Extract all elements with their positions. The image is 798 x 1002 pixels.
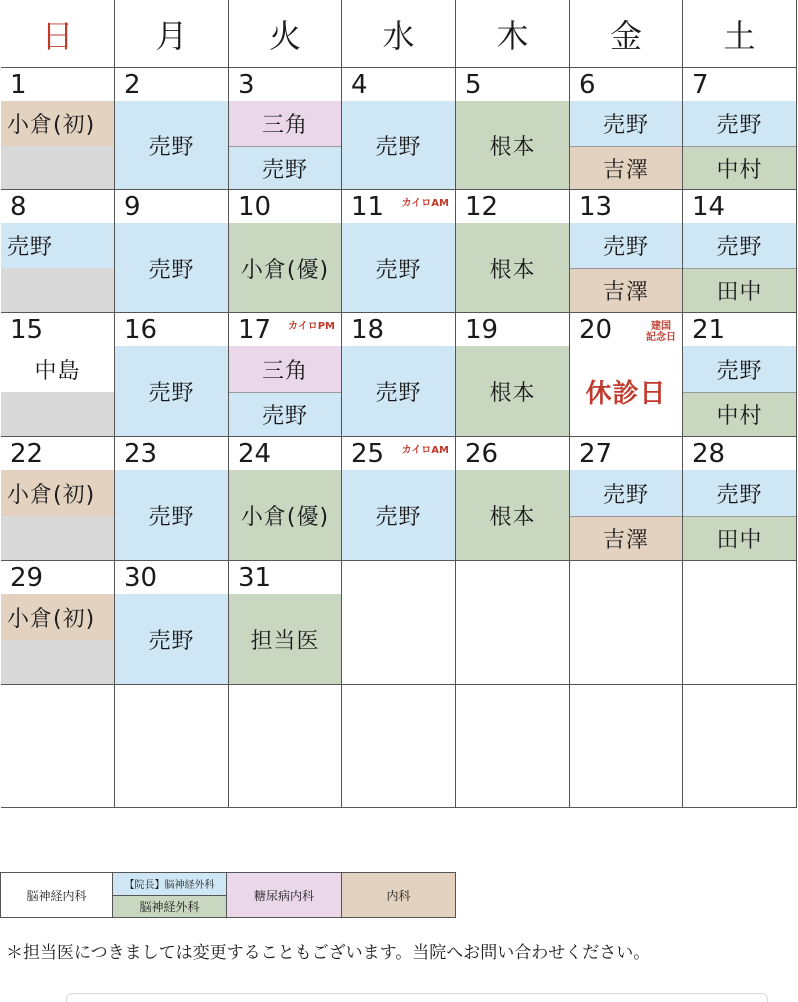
weekday-header: 木	[456, 0, 570, 68]
day-cell	[229, 190, 342, 313]
doctor-label: 田中	[683, 516, 796, 561]
empty-cell	[683, 685, 797, 808]
weekday-header: 水	[342, 0, 456, 68]
day-cell	[456, 437, 570, 561]
doctor-label: 小倉(初)	[1, 594, 114, 640]
doctor-label: 担当医	[229, 594, 341, 685]
day-number: 31	[238, 563, 272, 593]
day-cell	[683, 313, 797, 437]
day-number: 13	[579, 192, 613, 222]
weekday-header: 土	[683, 0, 797, 68]
day-number: 11	[351, 192, 385, 222]
legend-neurosurgery	[113, 873, 227, 917]
band-divider	[229, 146, 341, 147]
day-cell	[570, 190, 683, 313]
empty-cell	[570, 561, 683, 685]
day-number: 26	[465, 439, 499, 469]
empty-cell	[456, 561, 570, 685]
day-cell	[683, 437, 797, 561]
closed-afternoon	[1, 640, 114, 685]
doctor-label: 小倉(初)	[1, 470, 114, 516]
doctor-label: 三角	[229, 101, 341, 146]
doctor-label: 吉澤	[570, 516, 682, 561]
footnote: ＊担当医につきましては変更することもございます。当院へお問い合わせください。	[6, 943, 651, 963]
day-cell	[456, 190, 570, 313]
day-note: カイロAM	[401, 198, 449, 209]
day-cell	[1, 313, 115, 437]
legend-diabetes: 糖尿病内科	[227, 873, 342, 917]
day-cell	[115, 68, 229, 190]
legend-neurology: 脳神経内科	[1, 873, 113, 917]
day-number: 7	[692, 70, 709, 100]
day-number: 16	[124, 315, 158, 345]
doctor-label: 売野	[115, 346, 228, 437]
day-cell	[456, 68, 570, 190]
empty-cell	[342, 685, 456, 808]
weekday-header: 金	[570, 0, 683, 68]
doctor-label: 中村	[683, 392, 796, 437]
doctor-label: 田中	[683, 268, 796, 313]
doctor-label: 吉澤	[570, 146, 682, 190]
closed-afternoon	[1, 268, 114, 313]
closed-afternoon	[1, 146, 114, 190]
doctor-label: 売野	[115, 594, 228, 685]
day-cell	[229, 313, 342, 437]
day-number: 4	[351, 70, 368, 100]
empty-cell	[342, 561, 456, 685]
day-cell	[115, 190, 229, 313]
day-number: 25	[351, 439, 385, 469]
closed-afternoon	[1, 516, 114, 561]
day-number: 30	[124, 563, 158, 593]
day-number: 20	[579, 315, 613, 345]
band-divider	[570, 146, 682, 147]
day-number: 10	[238, 192, 272, 222]
day-cell	[570, 437, 683, 561]
doctor-label: 売野	[342, 101, 455, 190]
day-cell	[683, 190, 797, 313]
doctor-label: 売野	[115, 101, 228, 190]
day-number: 1	[10, 70, 27, 100]
day-cell	[229, 437, 342, 561]
day-note: 建国 記念日	[646, 321, 676, 343]
band-divider	[683, 268, 796, 269]
doctor-label: 売野	[342, 470, 455, 561]
empty-cell	[1, 685, 115, 808]
doctor-label: 小倉(初)	[1, 101, 114, 146]
day-number: 2	[124, 70, 141, 100]
empty-cell	[683, 561, 797, 685]
doctor-label: 売野	[342, 223, 455, 313]
day-cell	[115, 313, 229, 437]
day-number: 28	[692, 439, 726, 469]
day-number: 15	[10, 315, 44, 345]
day-number: 12	[465, 192, 499, 222]
legend-neurosurgery-label: 脳神経外科	[113, 896, 226, 918]
weekday-header: 火	[229, 0, 342, 68]
doctor-label: 吉澤	[570, 268, 682, 313]
band-divider	[570, 516, 682, 517]
day-number: 6	[579, 70, 596, 100]
bottom-panel-edge	[66, 993, 768, 1002]
doctor-label: 売野	[570, 101, 682, 146]
doctor-label: 中島	[1, 346, 114, 392]
doctor-label: 売野	[229, 146, 341, 190]
day-number: 21	[692, 315, 726, 345]
day-number: 9	[124, 192, 141, 222]
doctor-label: 売野	[683, 223, 796, 268]
day-cell	[342, 437, 456, 561]
closed-afternoon	[1, 392, 114, 437]
day-cell	[1, 190, 115, 313]
day-cell	[115, 437, 229, 561]
day-number: 17	[238, 315, 272, 345]
doctor-label: 売野	[683, 101, 796, 146]
doctor-label: 売野	[115, 223, 228, 313]
day-number: 5	[465, 70, 482, 100]
day-number: 19	[465, 315, 499, 345]
doctor-label: 小倉(優)	[229, 470, 341, 561]
calendar	[1, 0, 797, 808]
day-number: 27	[579, 439, 613, 469]
band-divider	[570, 268, 682, 269]
holiday-label: 休診日	[570, 346, 682, 437]
day-cell	[1, 68, 115, 190]
weekday-header: 月	[115, 0, 229, 68]
day-note: カイロAM	[401, 445, 449, 456]
doctor-label: 売野	[570, 470, 682, 516]
day-number: 22	[10, 439, 44, 469]
day-cell	[683, 68, 797, 190]
day-cell	[229, 561, 342, 685]
day-number: 23	[124, 439, 158, 469]
day-cell	[570, 313, 683, 437]
doctor-label: 根本	[456, 223, 569, 313]
doctor-label: 売野	[115, 470, 228, 561]
doctor-label: 三角	[229, 346, 341, 392]
legend-director: 【院長】脳神経外科	[113, 873, 226, 896]
day-cell	[1, 561, 115, 685]
day-number: 8	[10, 192, 27, 222]
band-divider	[683, 146, 796, 147]
day-number: 29	[10, 563, 44, 593]
day-cell	[229, 68, 342, 190]
band-divider	[683, 392, 796, 393]
doctor-label: 中村	[683, 146, 796, 190]
empty-cell	[115, 685, 229, 808]
day-number: 3	[238, 70, 255, 100]
day-cell	[342, 190, 456, 313]
day-cell	[342, 313, 456, 437]
legend-internal: 内科	[342, 873, 455, 917]
empty-cell	[570, 685, 683, 808]
day-cell	[342, 68, 456, 190]
legend	[0, 872, 456, 918]
doctor-label: 売野	[683, 470, 796, 516]
day-cell	[1, 437, 115, 561]
day-cell	[456, 313, 570, 437]
day-cell	[570, 68, 683, 190]
doctor-label: 売野	[1, 223, 114, 268]
band-divider	[229, 392, 341, 393]
doctor-label: 売野	[570, 223, 682, 268]
weekday-header: 日	[1, 0, 115, 68]
empty-cell	[456, 685, 570, 808]
band-divider	[683, 516, 796, 517]
doctor-label: 売野	[342, 346, 455, 437]
day-note: カイロPM	[288, 321, 335, 332]
doctor-label: 根本	[456, 470, 569, 561]
day-number: 24	[238, 439, 272, 469]
day-number: 14	[692, 192, 726, 222]
day-cell	[115, 561, 229, 685]
doctor-label: 売野	[683, 346, 796, 392]
day-number: 18	[351, 315, 385, 345]
doctor-label: 根本	[456, 101, 569, 190]
empty-cell	[229, 685, 342, 808]
doctor-label: 小倉(優)	[229, 223, 341, 313]
doctor-label: 売野	[229, 392, 341, 437]
doctor-label: 根本	[456, 346, 569, 437]
